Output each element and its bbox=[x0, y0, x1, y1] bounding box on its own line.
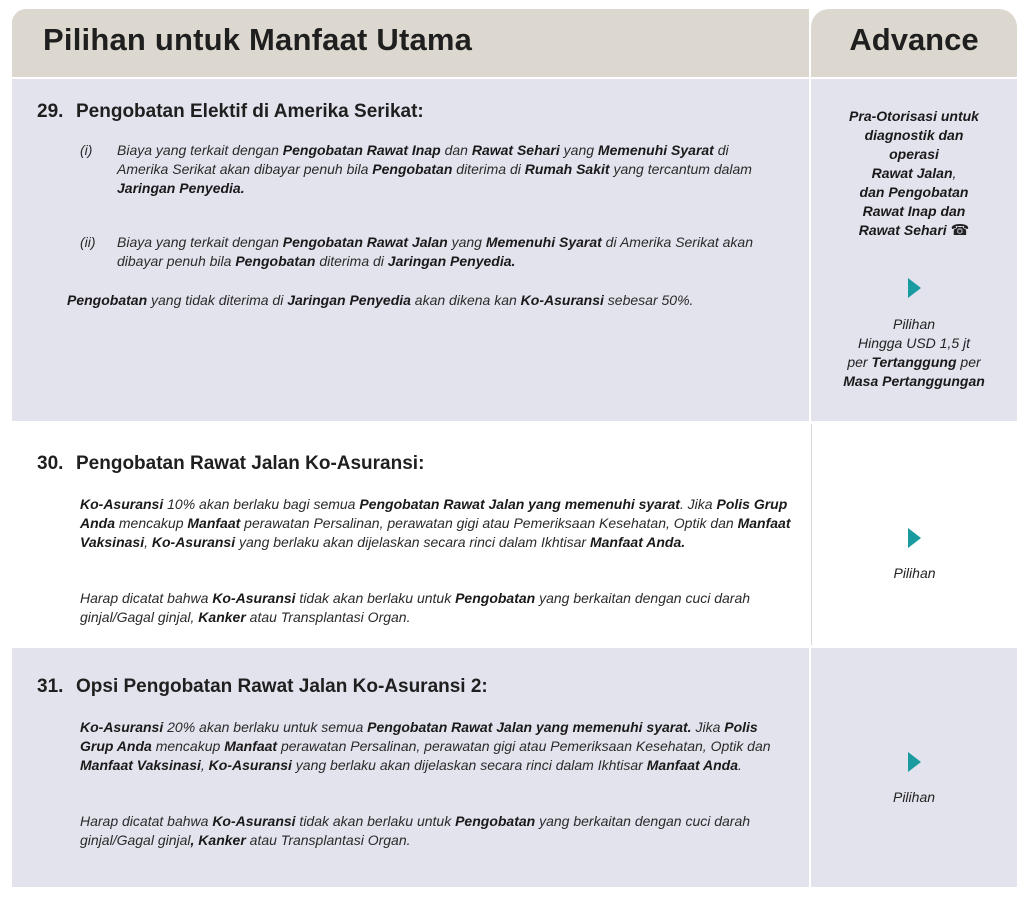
section-title bbox=[37, 676, 488, 698]
text-line: Masa Pertanggungan bbox=[843, 373, 985, 389]
text-line: Rawat Inap dan bbox=[862, 203, 966, 219]
option-label: Pilihan bbox=[892, 789, 936, 805]
benefit-row-31 bbox=[12, 648, 1017, 887]
option-limit-note bbox=[811, 315, 1017, 391]
item-text: Biaya yang terkait dengan Pengobatan Rawat Jalan yang Memenuhi Syarat di Amerika Serikat akan dibayar penuh bila Pengobatan diterima di Jaringan Penyedia. bbox=[117, 234, 754, 269]
benefit-description bbox=[12, 424, 809, 645]
section-title-text: Pengobatan Elektif di Amerika Serikat: bbox=[76, 101, 424, 122]
section-title bbox=[37, 453, 424, 475]
paragraph: Harap dicatat bahwa Ko-Asuransi tidak akan berlaku untuk Pengobatan yang berkaitan dengan cuci darah ginjal/Gagal ginjal, Kanker atau Transplantasi Organ. bbox=[80, 590, 751, 625]
item-marker: (i) bbox=[80, 142, 93, 158]
text-line: Pilihan bbox=[892, 316, 936, 332]
section-title-text: Pengobatan Rawat Jalan Ko-Asuransi: bbox=[76, 453, 425, 474]
plan-cell bbox=[811, 648, 1017, 887]
benefit-row-29 bbox=[12, 79, 1017, 421]
pre-authorization-note bbox=[811, 107, 1017, 240]
header-plan-tab bbox=[811, 9, 1017, 77]
option-label: Pilihan bbox=[893, 565, 936, 581]
text-line: Hingga USD 1,5 jt bbox=[857, 335, 971, 351]
paragraph: Ko-Asuransi 10% akan berlaku bagi semua Pengobatan Rawat Jalan yang memenuhi syarat. Jika Polis Grup Anda mencakup Manfaat perawatan Persalinan, perawatan gigi atau Pemeriksaan Kesehatan, Optik dan Manfaat Vaksinasi, Ko-Asuransi yang berlaku akan dijelaskan secara rinci dalam Ikhtisar Manfaat Anda. bbox=[80, 496, 791, 550]
paragraph: Pengobatan yang tidak diterima di Jaringan Penyedia akan dikena kan Ko-Asuransi sebesar 50%. bbox=[67, 292, 694, 308]
text-line: Rawat Jalan, bbox=[871, 165, 957, 181]
play-arrow-icon bbox=[811, 278, 1017, 298]
text-line: Rawat Sehari ☎ bbox=[858, 222, 970, 239]
section-number: 29. bbox=[37, 101, 64, 122]
section-number: 30. bbox=[37, 453, 64, 474]
text-line: operasi bbox=[889, 146, 939, 162]
section-number: 31. bbox=[37, 676, 64, 697]
plan-cell bbox=[811, 424, 1017, 645]
play-arrow-icon bbox=[812, 528, 1017, 548]
text-line: dan Pengobatan bbox=[859, 184, 969, 200]
section-title-text: Opsi Pengobatan Rawat Jalan Ko-Asuransi 2: bbox=[76, 676, 488, 697]
benefit-description bbox=[12, 79, 809, 421]
paragraph: Ko-Asuransi 20% akan berlaku untuk semua Pengobatan Rawat Jalan yang memenuhi syarat. Jika Polis Grup Anda mencakup Manfaat perawatan Persalinan, perawatan gigi atau Pemeriksaan Kesehatan, Optik dan Manfaat Vaksinasi, Ko-Asuransi yang berlaku akan dijelaskan secara rinci dalam Ikhtisar Manfaat Anda. bbox=[80, 719, 771, 773]
plan-name: Advance bbox=[849, 22, 979, 57]
phone-icon: ☎ bbox=[950, 222, 970, 239]
play-arrow-icon bbox=[811, 752, 1017, 772]
plan-cell bbox=[811, 79, 1017, 421]
benefit-description bbox=[12, 648, 809, 887]
text-line: per Tertanggung per bbox=[847, 354, 981, 370]
text-line: diagnostik dan bbox=[864, 127, 964, 143]
item-text: Biaya yang terkait dengan Pengobatan Rawat Inap dan Rawat Sehari yang Memenuhi Syarat di Amerika Serikat akan dibayar penuh bila Pengobatan diterima di Rumah Sakit yang tercantum dalam Jaringan Penyedia. bbox=[117, 142, 752, 196]
paragraph: Harap dicatat bahwa Ko-Asuransi tidak akan berlaku untuk Pengobatan yang berkaitan dengan cuci darah ginjal/Gagal ginjal, Kanker atau Transplantasi Organ. bbox=[80, 813, 751, 848]
item-marker: (ii) bbox=[80, 234, 96, 250]
page-title: Pilihan untuk Manfaat Utama bbox=[43, 22, 473, 57]
benefit-row-30 bbox=[12, 424, 1017, 645]
header-title-bar bbox=[12, 9, 809, 77]
section-title bbox=[37, 101, 424, 123]
text-line: Pra-Otorisasi untuk bbox=[849, 108, 979, 124]
